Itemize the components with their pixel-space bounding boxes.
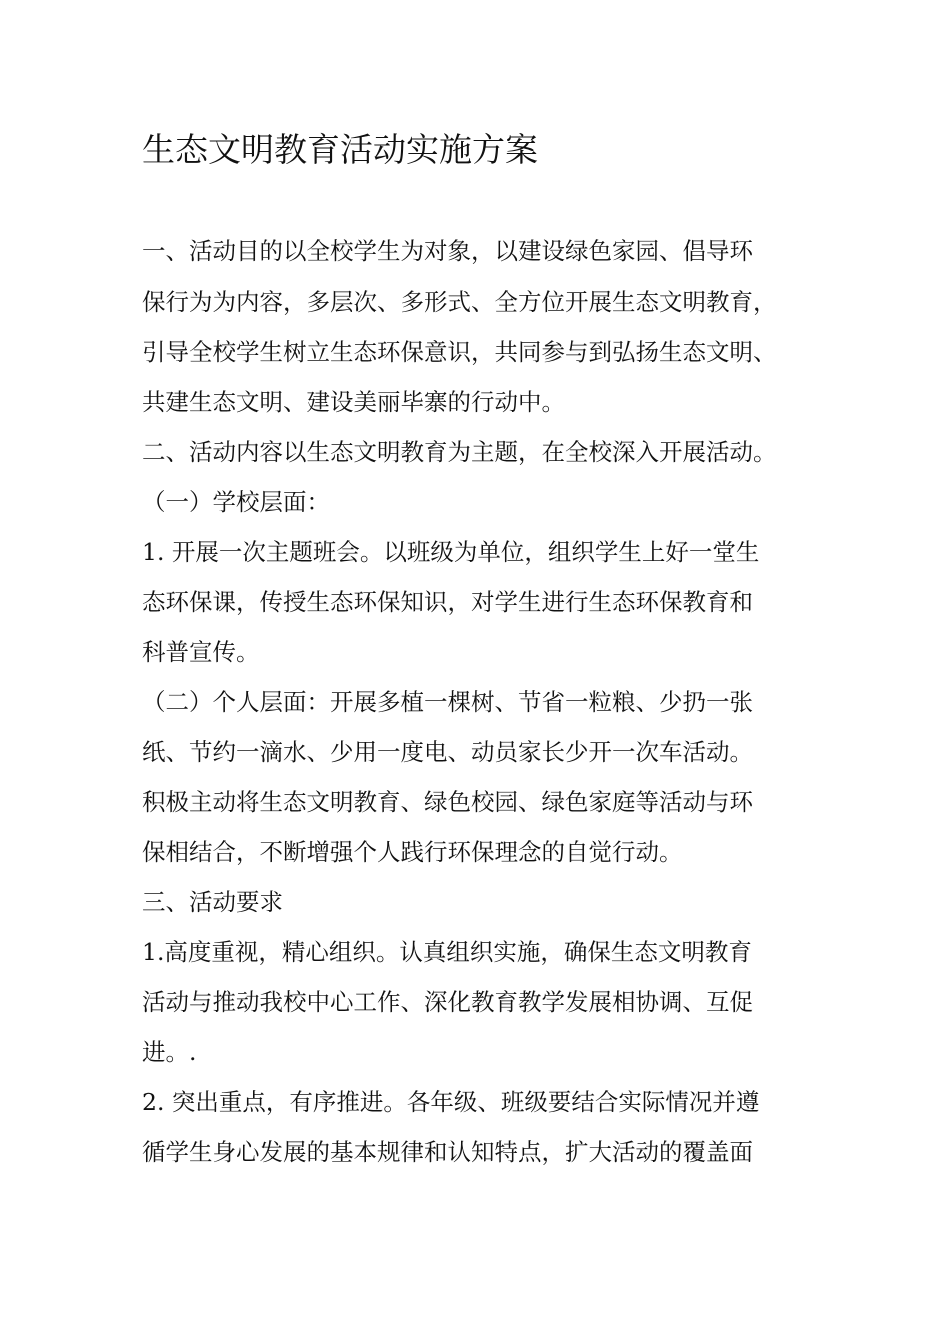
body-line: 引导全校学生树立生态环保意识，共同参与到弘扬生态文明、 xyxy=(142,338,777,366)
body-line: 2. 突出重点，有序推进。各年级、班级要结合实际情况并遵 xyxy=(142,1088,760,1116)
body-line: 进。. xyxy=(142,1038,197,1066)
body-line: 三、活动要求 xyxy=(142,888,283,916)
body-line: 一、活动目的以全校学生为对象，以建设绿色家园、倡导环 xyxy=(142,237,753,265)
body-line: 态环保课，传授生态环保知识，对学生进行生态环保教育和 xyxy=(142,588,753,616)
document-title: 生态文明教育活动实施方案 xyxy=(142,130,538,169)
body-line: 1. 开展一次主题班会。以班级为单位，组织学生上好一堂生 xyxy=(142,538,760,566)
body-line: 二、活动内容以生态文明教育为主题，在全校深入开展活动。 xyxy=(142,438,777,466)
body-line: 循学生身心发展的基本规律和认知特点，扩大活动的覆盖面 xyxy=(142,1138,753,1166)
body-line: 共建生态文明、建设美丽毕寨的行动中。 xyxy=(142,388,565,416)
body-line: （二）个人层面：开展多植一棵树、节省一粒粮、少扔一张 xyxy=(142,688,753,716)
body-line: 活动与推动我校中心工作、深化教育教学发展相协调、互促 xyxy=(142,988,753,1016)
body-line: 保行为为内容，多层次、多形式、全方位开展生态文明教育， xyxy=(142,288,777,316)
body-line: 纸、节约一滴水、少用一度电、动员家长少开一次车活动。 xyxy=(142,738,753,766)
body-line: 科普宣传。 xyxy=(142,638,260,666)
body-line: 积极主动将生态文明教育、绿色校园、绿色家庭等活动与环 xyxy=(142,788,753,816)
body-line: （一）学校层面： xyxy=(142,488,330,516)
body-line: 保相结合，不断增强个人践行环保理念的自觉行动。 xyxy=(142,838,683,866)
body-line: 1.高度重视，精心组织。认真组织实施，确保生态文明教育 xyxy=(142,938,752,966)
